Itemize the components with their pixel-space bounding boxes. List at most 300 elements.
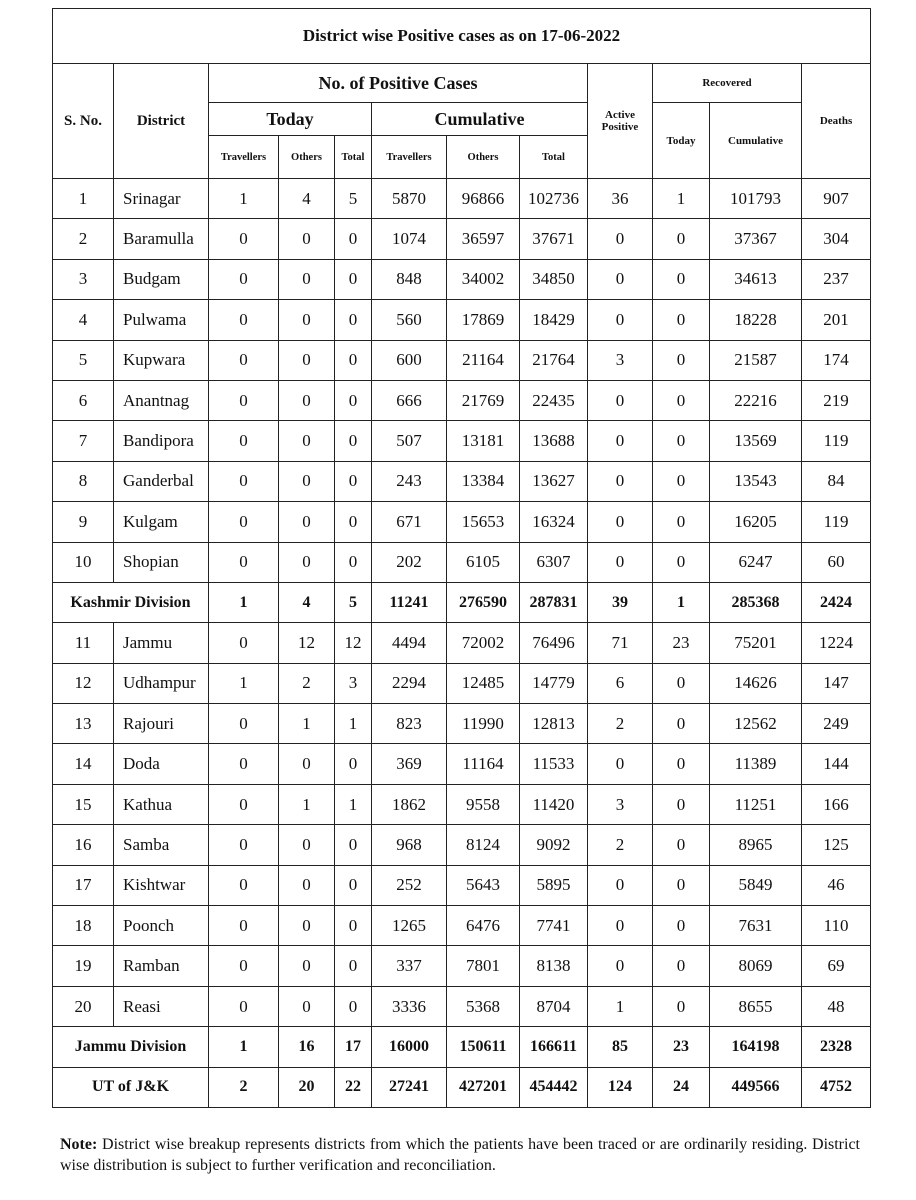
table-row [53,623,871,663]
cell-today-others: 0 [279,300,335,340]
cell-active-positive: 71 [588,623,653,663]
cell-cum-total: 76496 [520,623,588,663]
cell-today-others: 0 [279,825,335,865]
cell-today-travellers: 0 [209,542,279,582]
cell-district: Kishtwar [114,865,209,905]
cell-cum-others: 36597 [447,219,520,259]
cell-active-positive: 0 [588,461,653,501]
cell-today-total: 0 [335,865,372,905]
table-row [53,704,871,744]
cell-today-others: 4 [279,179,335,219]
cell-today-total: 0 [335,421,372,461]
cell-cum-others: 15653 [447,502,520,542]
cell-recovered-today: 0 [653,502,710,542]
cell-district: Doda [114,744,209,784]
cell-active-positive: 36 [588,179,653,219]
table-row [53,340,871,380]
cell-cum-total: 7741 [520,906,588,946]
cell-recovered-cumulative: 75201 [710,623,802,663]
cell-sno: 19 [53,946,114,986]
cell-district: Budgam [114,259,209,299]
cell-district: Ganderbal [114,461,209,501]
cell-cum-others: 427201 [447,1067,520,1107]
cell-sno: 15 [53,784,114,824]
header-cumulative: Cumulative [372,103,588,136]
cell-recovered-today: 0 [653,784,710,824]
cell-today-total: 0 [335,461,372,501]
cell-deaths: 48 [802,986,871,1026]
table-row [53,663,871,703]
cell-cum-others: 17869 [447,300,520,340]
header-recovered-today: Today [653,103,710,179]
cell-recovered-today: 0 [653,421,710,461]
cell-deaths: 46 [802,865,871,905]
cell-active-positive: 2 [588,704,653,744]
cell-today-travellers: 0 [209,906,279,946]
cell-district: Kulgam [114,502,209,542]
cell-deaths: 907 [802,179,871,219]
cell-cum-total: 287831 [520,582,588,622]
table-row [53,542,871,582]
header-district: District [114,64,209,179]
cell-district: Srinagar [114,179,209,219]
cell-active-positive: 0 [588,259,653,299]
cell-deaths: 4752 [802,1067,871,1107]
cell-today-total: 0 [335,542,372,582]
cell-today-travellers: 0 [209,704,279,744]
cell-today-travellers: 0 [209,623,279,663]
cell-sno: 13 [53,704,114,744]
cell-recovered-today: 0 [653,825,710,865]
cell-cum-total: 102736 [520,179,588,219]
cell-recovered-today: 0 [653,986,710,1026]
cell-cum-total: 34850 [520,259,588,299]
cell-sno: 11 [53,623,114,663]
note-label: Note: [60,1136,98,1153]
cell-cum-travellers: 202 [372,542,447,582]
table-row [53,259,871,299]
cell-active-positive: 0 [588,502,653,542]
cell-deaths: 119 [802,502,871,542]
cell-recovered-today: 0 [653,259,710,299]
cell-recovered-today: 0 [653,542,710,582]
header-cum-others: Others [447,136,520,179]
cell-today-total: 0 [335,219,372,259]
cell-today-travellers: 0 [209,421,279,461]
cell-district: Rajouri [114,704,209,744]
cell-cum-total: 37671 [520,219,588,259]
cell-cum-travellers: 4494 [372,623,447,663]
cell-today-total: 0 [335,340,372,380]
cell-active-positive: 2 [588,825,653,865]
cell-today-total: 0 [335,300,372,340]
cell-cum-others: 72002 [447,623,520,663]
cell-today-total: 5 [335,582,372,622]
cell-active-positive: 85 [588,1027,653,1067]
header-today-others: Others [279,136,335,179]
cell-cum-others: 12485 [447,663,520,703]
cell-cum-total: 9092 [520,825,588,865]
cell-recovered-cumulative: 11251 [710,784,802,824]
cell-today-travellers: 0 [209,300,279,340]
cell-today-total: 0 [335,986,372,1026]
table-row [53,219,871,259]
cell-recovered-cumulative: 12562 [710,704,802,744]
cell-active-positive: 0 [588,744,653,784]
table-row [53,946,871,986]
header-recovered-cumulative: Cumulative [710,103,802,179]
cell-recovered-cumulative: 101793 [710,179,802,219]
cell-active-positive: 6 [588,663,653,703]
cell-deaths: 119 [802,421,871,461]
cell-deaths: 219 [802,380,871,420]
cell-recovered-cumulative: 285368 [710,582,802,622]
table-row [53,906,871,946]
cell-active-positive: 39 [588,582,653,622]
cell-today-others: 0 [279,865,335,905]
cell-recovered-cumulative: 11389 [710,744,802,784]
table-row [53,179,871,219]
cell-recovered-cumulative: 37367 [710,219,802,259]
cell-cum-total: 22435 [520,380,588,420]
cell-cum-others: 5643 [447,865,520,905]
header-deaths: Deaths [802,64,871,179]
cell-today-travellers: 1 [209,582,279,622]
cell-deaths: 249 [802,704,871,744]
cell-active-positive: 0 [588,300,653,340]
note-text: District wise breakup represents districts from which the patients have been traced or are ordinarily residing. District wise distribution is subject to further verification and reconciliation. [60,1136,861,1174]
cell-today-total: 0 [335,946,372,986]
cell-cum-others: 34002 [447,259,520,299]
cell-today-travellers: 0 [209,825,279,865]
cell-recovered-cumulative: 8965 [710,825,802,865]
cell-active-positive: 0 [588,380,653,420]
cell-today-total: 1 [335,784,372,824]
cell-recovered-today: 0 [653,865,710,905]
cell-cum-travellers: 369 [372,744,447,784]
cell-recovered-today: 23 [653,1027,710,1067]
cell-today-total: 0 [335,502,372,542]
cell-today-travellers: 0 [209,784,279,824]
cell-sno: 17 [53,865,114,905]
cell-district: Poonch [114,906,209,946]
cell-recovered-cumulative: 7631 [710,906,802,946]
cell-today-travellers: 1 [209,179,279,219]
cell-today-total: 0 [335,825,372,865]
cell-today-others: 0 [279,219,335,259]
cell-cum-travellers: 252 [372,865,447,905]
header-recovered: Recovered [653,64,802,103]
cell-sno: 6 [53,380,114,420]
cell-district: Anantnag [114,380,209,420]
cell-cum-total: 11420 [520,784,588,824]
cell-cum-others: 21164 [447,340,520,380]
cell-cum-others: 276590 [447,582,520,622]
cell-sno: 7 [53,421,114,461]
cell-district: Kupwara [114,340,209,380]
kashmir-division-row [53,582,871,622]
cell-sno: 8 [53,461,114,501]
cell-cum-others: 21769 [447,380,520,420]
cell-cum-total: 5895 [520,865,588,905]
cell-cum-travellers: 823 [372,704,447,744]
table-row [53,421,871,461]
table-title: District wise Positive cases as on 17-06-2022 [53,9,871,64]
cell-today-total: 0 [335,744,372,784]
table-row [53,784,871,824]
cell-total-label: Jammu Division [53,1027,209,1067]
cell-active-positive: 1 [588,986,653,1026]
jammu-division-row [53,1027,871,1067]
cell-today-travellers: 0 [209,340,279,380]
cell-today-others: 0 [279,502,335,542]
cell-today-others: 2 [279,663,335,703]
table-row [53,461,871,501]
cell-district: Pulwama [114,300,209,340]
cell-recovered-today: 24 [653,1067,710,1107]
cell-cum-travellers: 5870 [372,179,447,219]
cell-cum-others: 13181 [447,421,520,461]
cell-today-total: 12 [335,623,372,663]
cell-recovered-cumulative: 5849 [710,865,802,905]
table-row [53,502,871,542]
cell-sno: 4 [53,300,114,340]
cell-cum-total: 16324 [520,502,588,542]
header-sno: S. No. [53,64,114,179]
cell-sno: 1 [53,179,114,219]
table-row [53,744,871,784]
cell-sno: 20 [53,986,114,1026]
cell-cum-travellers: 2294 [372,663,447,703]
cell-cum-travellers: 16000 [372,1027,447,1067]
cell-total-label: Kashmir Division [53,582,209,622]
cell-cum-others: 5368 [447,986,520,1026]
cell-district: Bandipora [114,421,209,461]
cell-district: Reasi [114,986,209,1026]
cell-cum-others: 96866 [447,179,520,219]
cell-recovered-cumulative: 21587 [710,340,802,380]
cell-cum-travellers: 968 [372,825,447,865]
cell-today-others: 0 [279,946,335,986]
cell-active-positive: 124 [588,1067,653,1107]
cell-cum-travellers: 3336 [372,986,447,1026]
cell-cum-travellers: 507 [372,421,447,461]
cell-today-total: 0 [335,380,372,420]
cell-cum-travellers: 337 [372,946,447,986]
header-cum-total: Total [520,136,588,179]
cell-today-total: 22 [335,1067,372,1107]
cell-cum-total: 13627 [520,461,588,501]
cell-today-travellers: 0 [209,946,279,986]
cell-today-others: 0 [279,906,335,946]
cell-recovered-today: 0 [653,380,710,420]
cell-today-total: 1 [335,704,372,744]
cell-today-total: 0 [335,259,372,299]
cell-recovered-today: 0 [653,744,710,784]
cell-recovered-cumulative: 34613 [710,259,802,299]
table-row [53,380,871,420]
cell-recovered-today: 23 [653,623,710,663]
cell-sno: 14 [53,744,114,784]
cell-cum-total: 8138 [520,946,588,986]
cell-deaths: 60 [802,542,871,582]
table-row [53,986,871,1026]
cell-cum-travellers: 848 [372,259,447,299]
cell-deaths: 147 [802,663,871,703]
cell-cum-travellers: 243 [372,461,447,501]
cell-deaths: 237 [802,259,871,299]
cell-today-travellers: 0 [209,986,279,1026]
cell-sno: 18 [53,906,114,946]
table-row [53,825,871,865]
cell-sno: 5 [53,340,114,380]
cell-deaths: 84 [802,461,871,501]
cell-recovered-cumulative: 14626 [710,663,802,703]
cell-active-positive: 0 [588,421,653,461]
cell-today-travellers: 0 [209,219,279,259]
cell-today-others: 4 [279,582,335,622]
cell-recovered-today: 0 [653,461,710,501]
cell-today-others: 0 [279,421,335,461]
table-row [53,300,871,340]
cell-cum-total: 454442 [520,1067,588,1107]
cell-cum-travellers: 560 [372,300,447,340]
cell-today-others: 0 [279,340,335,380]
cell-recovered-today: 0 [653,704,710,744]
cell-today-travellers: 0 [209,380,279,420]
cell-district: Ramban [114,946,209,986]
cell-today-others: 16 [279,1027,335,1067]
cell-sno: 12 [53,663,114,703]
cell-recovered-cumulative: 164198 [710,1027,802,1067]
cell-today-travellers: 0 [209,502,279,542]
cell-recovered-cumulative: 13569 [710,421,802,461]
cell-active-positive: 0 [588,946,653,986]
cell-total-label: UT of J&K [53,1067,209,1107]
cell-recovered-today: 0 [653,340,710,380]
cell-cum-travellers: 600 [372,340,447,380]
report-sheet [52,8,870,1108]
cell-deaths: 2424 [802,582,871,622]
cell-sno: 2 [53,219,114,259]
header-today-total: Total [335,136,372,179]
cell-today-others: 1 [279,784,335,824]
cell-deaths: 304 [802,219,871,259]
cell-today-travellers: 0 [209,744,279,784]
cell-cum-travellers: 27241 [372,1067,447,1107]
cell-deaths: 110 [802,906,871,946]
cell-today-travellers: 1 [209,1027,279,1067]
cell-cum-travellers: 1862 [372,784,447,824]
cell-today-total: 17 [335,1027,372,1067]
cell-cum-total: 12813 [520,704,588,744]
cell-recovered-today: 0 [653,300,710,340]
cell-cum-travellers: 11241 [372,582,447,622]
cell-today-travellers: 0 [209,259,279,299]
cell-sno: 10 [53,542,114,582]
cell-cum-total: 14779 [520,663,588,703]
cell-district: Baramulla [114,219,209,259]
cell-sno: 9 [53,502,114,542]
cell-cum-travellers: 1074 [372,219,447,259]
cell-active-positive: 3 [588,340,653,380]
cell-district: Shopian [114,542,209,582]
cell-today-others: 1 [279,704,335,744]
cell-today-total: 0 [335,906,372,946]
cell-cum-total: 11533 [520,744,588,784]
cell-recovered-cumulative: 449566 [710,1067,802,1107]
cell-active-positive: 0 [588,219,653,259]
cell-cum-travellers: 1265 [372,906,447,946]
cell-recovered-today: 0 [653,663,710,703]
cell-cum-total: 6307 [520,542,588,582]
cell-today-travellers: 0 [209,461,279,501]
cell-cum-total: 166611 [520,1027,588,1067]
cell-cum-others: 9558 [447,784,520,824]
cell-recovered-today: 0 [653,219,710,259]
cell-today-others: 0 [279,542,335,582]
cell-recovered-cumulative: 13543 [710,461,802,501]
cell-district: Kathua [114,784,209,824]
cell-today-travellers: 0 [209,865,279,905]
cell-cum-total: 18429 [520,300,588,340]
cell-today-total: 5 [335,179,372,219]
cell-recovered-cumulative: 6247 [710,542,802,582]
cell-deaths: 125 [802,825,871,865]
header-today-travellers: Travellers [209,136,279,179]
cell-sno: 3 [53,259,114,299]
cell-cum-others: 150611 [447,1027,520,1067]
cell-cum-total: 8704 [520,986,588,1026]
cell-cum-others: 13384 [447,461,520,501]
cell-active-positive: 0 [588,865,653,905]
cell-active-positive: 3 [588,784,653,824]
cell-today-others: 0 [279,259,335,299]
cell-district: Samba [114,825,209,865]
cell-cum-others: 8124 [447,825,520,865]
cell-cum-travellers: 671 [372,502,447,542]
cell-recovered-today: 0 [653,906,710,946]
cell-recovered-cumulative: 8655 [710,986,802,1026]
cell-cum-others: 6105 [447,542,520,582]
cell-today-others: 12 [279,623,335,663]
cell-recovered-today: 1 [653,179,710,219]
cell-cum-others: 11164 [447,744,520,784]
footnote [60,1134,860,1176]
cell-cum-others: 11990 [447,704,520,744]
cell-today-travellers: 1 [209,663,279,703]
cell-today-others: 0 [279,380,335,420]
cell-today-others: 0 [279,986,335,1026]
table-row [53,865,871,905]
cell-sno: 16 [53,825,114,865]
cell-cum-others: 7801 [447,946,520,986]
cell-deaths: 2328 [802,1027,871,1067]
cell-deaths: 69 [802,946,871,986]
header-today: Today [209,103,372,136]
header-positive-cases: No. of Positive Cases [209,64,588,103]
cell-active-positive: 0 [588,906,653,946]
cell-cum-total: 13688 [520,421,588,461]
cell-recovered-cumulative: 8069 [710,946,802,986]
cell-cum-others: 6476 [447,906,520,946]
cell-today-total: 3 [335,663,372,703]
cell-recovered-cumulative: 16205 [710,502,802,542]
cell-deaths: 1224 [802,623,871,663]
cell-deaths: 174 [802,340,871,380]
positive-cases-table [52,8,871,1108]
header-cum-travellers: Travellers [372,136,447,179]
